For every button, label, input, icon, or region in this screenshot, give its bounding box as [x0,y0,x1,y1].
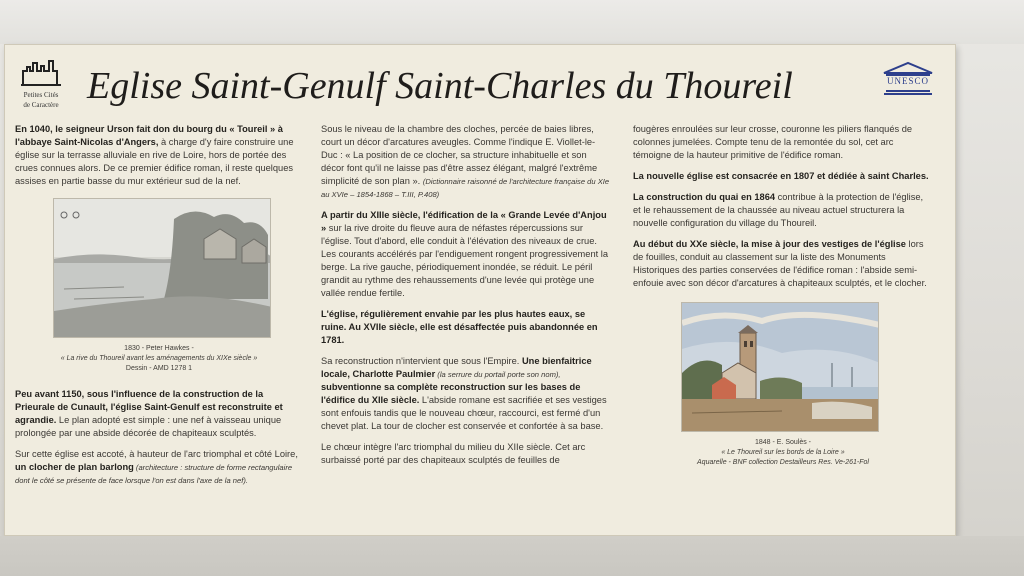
col2-paragraph-1: Sous le niveau de la chambre des cloches, percée de baies libres, court un décor d'arcatures aveugles. Comme l'indique E. Viollet-le-Duc : « La position de ce clocher, sa structure inhabituelle et son décor font qu'il ne laisse pas d'être assez élégant, malgré l'extrême simplicité de son plan ». (Dictionnaire raisonné de l'architecture française du XIe au XVIe – 1854-1868 – T.III, P.408) [321,124,610,199]
church-watercolor-image [681,302,879,432]
col1-paragraph-3: Sur cette église est accoté, à hauteur de l'arc triomphal et côté Loire, un clocher de plan barlong (architecture : structure de forme rectangulaire dont le côté se présente de face lorsque l'on est dans l'axe de la nef). [15,449,298,485]
photo2-caption: 1848 - E. Soulès - « Le Thoureil sur les bords de la Loire » Aquarelle - BNF collection Destailleurs Res. Ve-261-Fol [697,439,869,466]
photo1-caption: 1830 - Peter Hawkes - « La rive du Thoureil avant les aménagements du XIXe siècle » Dessin - AMD 1278 1 [60,345,258,372]
wall-top [0,0,1024,44]
col2-paragraph-2: A partir du XIIIe siècle, l'édification de la « Grande Levée d'Anjou » sur la rive droite du fleuve aura de néfastes répercussions sur l'église. Tout d'abord, elle conduit à l'élévation des niveaux de crue. Les courants accélérés par l'endiguement rongent progressivement la berge. La rive gauche, périodiquement inondée, se réduit. Le péril grandit au rythme des rehaussements d'une levée qui protège une vallée rendue fertile. [321,210,609,298]
wall-bottom [0,536,1024,576]
col2-paragraph-3: L'église, régulièrement envahie par les plus hautes eaux, se ruine. Au XVIIe siècle, elle est désaffectée puis abandonnée en 1781. [321,309,598,345]
unesco-logo [877,61,939,107]
information-panel [4,44,956,536]
col3-paragraph-1: fougères enroulées sur leur crosse, couronne les piliers flanqués de colonnes jumelées. Compte tenu de la remontée du sol, cet arc témoigne de la hauteur primitive de l'édifice roman. [633,124,913,160]
petites-cites-logo [13,59,69,115]
col1-paragraph-2: Peu avant 1150, sous l'influence de la construction de la Prieurale de Cunault, l'église Saint-Genulf est reconstruite et agrandie. Le plan adopté est simple : une nef à vaisseau unique prolongée par une abside décorée de chapiteaux sculptés. [15,389,283,438]
column-2 [321,123,611,475]
col2-paragraph-4: Sa reconstruction n'intervient que sous l'Empire. Une bienfaitrice locale, Charlotte Paulmier (la serrure du portail porte son nom), subventionne sa complète reconstruction sur les bases de l'édifice du XIIe siècle. L'abside romane est sacrifiée et ses vestiges sont enfouis tandis que le nouveau chœur, raccourci, est fermé d'un chevet plat. La tour de clocher est conservée et confortée à sa base. [321,356,607,431]
unesco-label: UNESCO [886,76,929,86]
page-title: Eglise Saint-Genulf Saint-Charles du Thoureil [87,65,793,107]
logo-name-line1: Petites Cités [23,91,59,99]
column-3 [633,123,933,482]
col3-paragraph-4: Au début du XXe siècle, la mise à jour des vestiges de l'église lors de fouilles, conduit au classement sur la liste des Monuments Historiques des parties conservées de l'édifice roman : l'abside semi-enfouie avec son décor d'arcatures à chapiteaux sculptés, et le clocher. [633,239,927,288]
col3-paragraph-3: La construction du quai en 1864 contribue à la protection de l'église, et le rehaussement de la chaussée au niveau actuel structurera la nouvelle configuration du village du Thoureil. [633,192,924,228]
river-drawing-image [53,198,271,338]
column-1 [15,123,303,495]
col3-paragraph-2: La nouvelle église est consacrée en 1807 et dédiée à saint Charles. [633,171,929,181]
col2-paragraph-5: Le chœur intègre l'arc triomphal du milieu du XIIe siècle. Cet arc surbaissé porté par des chapiteaux sculptés de feuilles de [321,442,586,465]
logo-name-line2: de Caractère [23,101,59,109]
col1-paragraph-1: En 1040, le seigneur Urson fait don du bourg du « Toureil » à l'abbaye Saint-Nicolas d'Angers, à charge d'y faire construire une église sur la terrasse alluviale en rive de Loire, hors de portée des crues connues alors. De ce premier édifice roman, il reste quelques assises en partie basse du mur extérieur sud de la nef. [15,124,294,186]
castle-logo-icon [19,59,63,89]
